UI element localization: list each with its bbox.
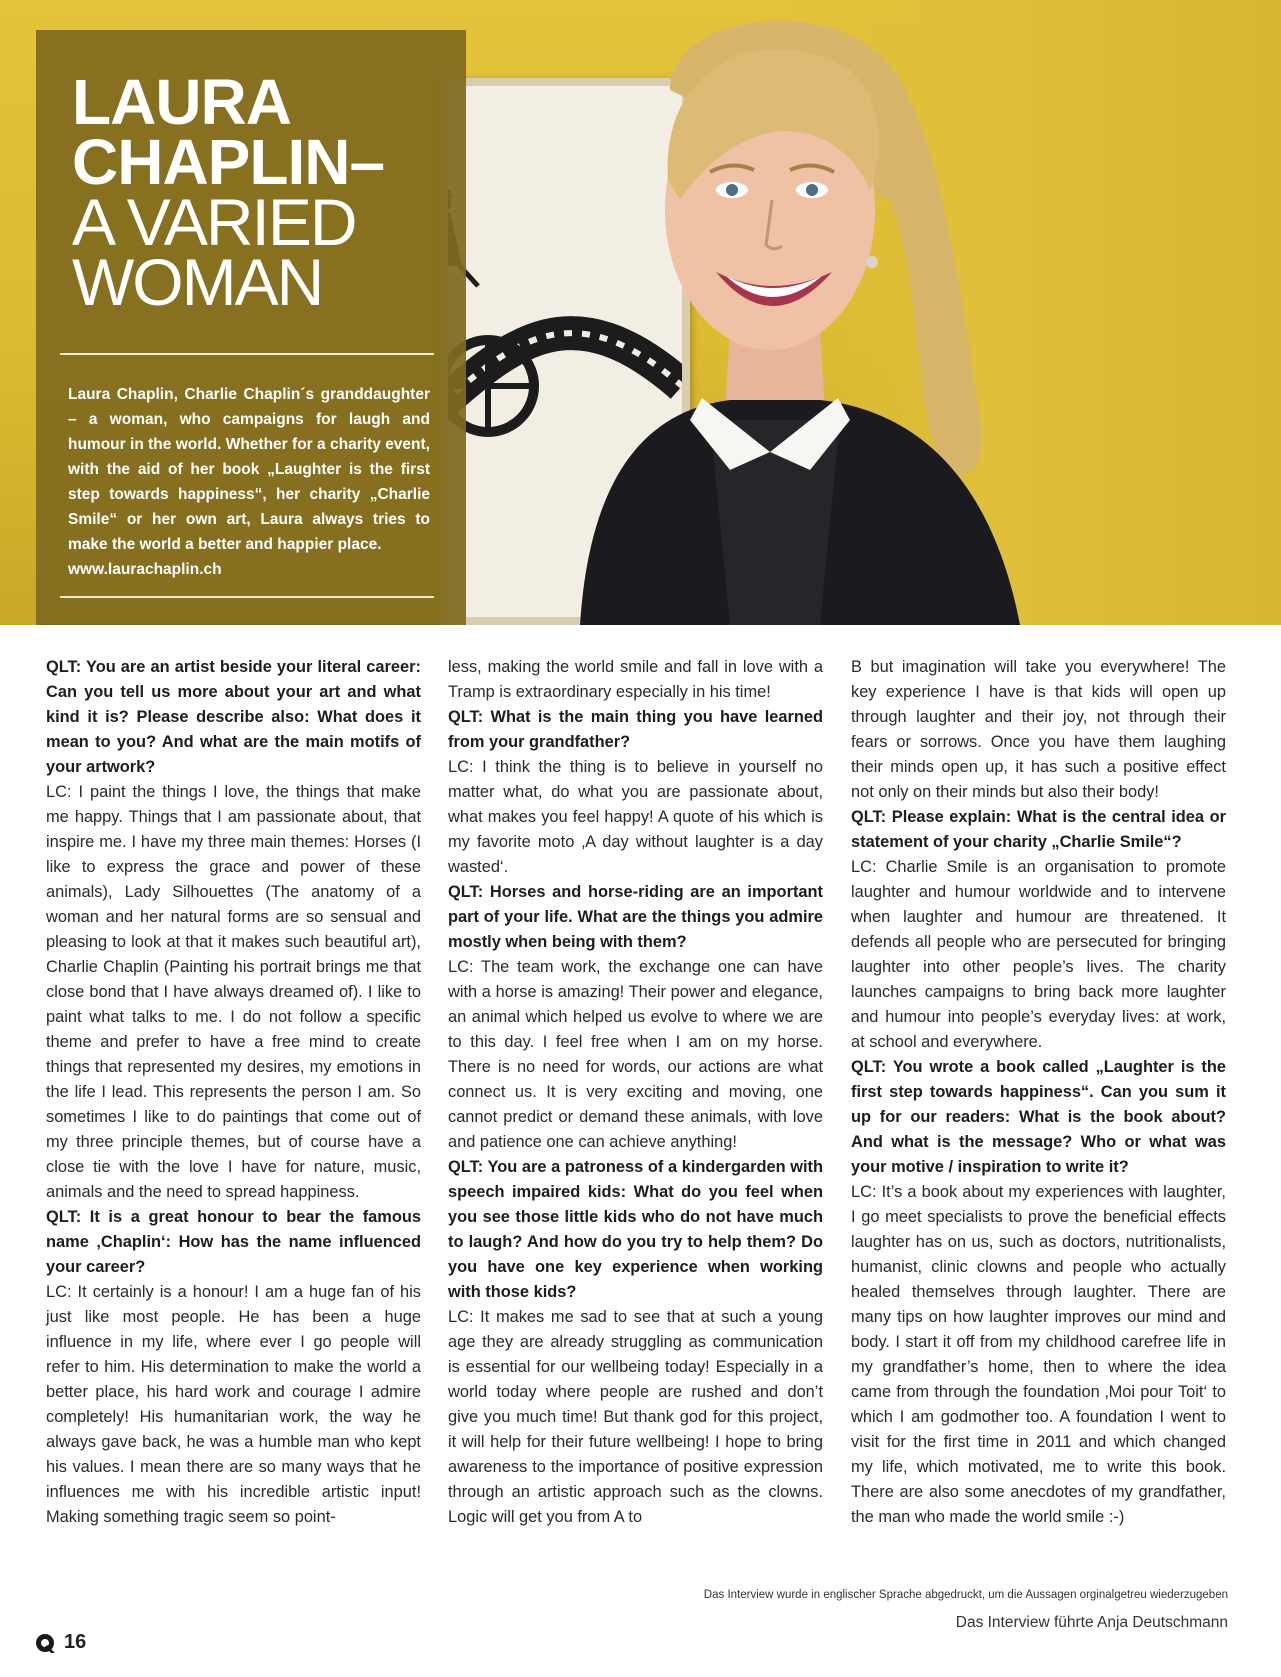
page-number: 16 <box>64 1631 87 1653</box>
website-link[interactable]: www.laurachaplin.ch <box>68 561 222 578</box>
question: QLT: You are a patroness of a kindergarden with speech impaired kids: What do you feel when you see those little kids who do not have much to laugh? And how do you try to help them? Do you have one key experience when working with those kids? <box>448 1158 823 1301</box>
q-logo-icon <box>34 1632 56 1654</box>
answer: LC: I paint the things I love, the things that make me happy. Things that I am passionate about, that inspire me. I have my three main themes: Horses (I like to express the grace and power of these animals), Lady Silhouettes (The anatomy of a woman and her natural forms are so sensual and pleasing to look at that it makes such beautiful art), Charlie Chaplin (Painting his portrait brings me that close bond that I have always dreamed of). I like to paint what talks to me. I do not follow a specific theme and prefer to have a free mind to create things that represented my desires, my emotions in the life I lead. This represents the person I am. So sometimes I like to do paintings that come out of my three principle themes, but of course have a close tie with the love I have for nature, music, animals and the need to spread happiness. <box>46 783 421 1201</box>
question: QLT: It is a great honour to bear the famous name ‚Chaplin‘: How has the name influenced your career? <box>46 1208 421 1276</box>
laura-chaplin-portrait <box>520 0 1281 625</box>
answer: LC: It certainly is a honour! I am a huge fan of his just like most people. He has been a huge influence in my life, where ever I go people will refer to him. His determination to make the world a better place, his hard work and courage I admire completely! His humanitarian work, the way he always gave back, he was a humble man who kept his values. I mean there are so many ways that he influences me with his incredible artistic input! Making something tragic seem so point- <box>46 1283 421 1526</box>
headline-line-1: LAURA <box>72 66 291 138</box>
title-box <box>36 30 466 625</box>
answer: LC: It makes me sad to see that at such a young age they are already struggling as communication is essential for our wellbeing today! Especially in a world today where people are rushed and don’t give you much time! But thank god for this project, it will help for their future wellbeing! I hope to bring awareness to the importance of positive expression through an artistic approach such as the clowns. Logic will get you from A to <box>448 1308 823 1526</box>
headline <box>72 66 385 319</box>
answer: LC: Charlie Smile is an organisation to promote laughter and humour worldwide and to intervene when laughter and humour are threatened. It defends all people who are persecuted for bringing laughter into other people’s lives. The charity launches campaigns to bring back more laughter and humour into people’s everyday lives: at work, at school and everywhere. <box>851 858 1226 1051</box>
translation-note: Das Interview wurde in englischer Sprache abgedruckt, um die Aussagen orginalgetreu wiederzugeben <box>703 1589 1228 1601</box>
interviewer-credit: Das Interview führte Anja Deutschmann <box>955 1614 1228 1631</box>
answer: B but imagination will take you everywhere! The key experience I have is that kids will open up through laughter and their joy, not through their fears or sorrows. Once you have them laughing their minds open up, it has such a positive effect not only on their minds but also their body! <box>851 658 1226 801</box>
answer: LC: It’s a book about my experiences with laughter, I go meet specialists to prove the beneficial effects laughter has on us, such as doctors, nutritionalists, humanist, clinic clowns and people who actually healed themselves through laughter. There are many tips on how laughter improves our mind and body. I start it off from my childhood carefree life in my grandfather’s home, then to where the idea came from through the foundation ‚Moi pour Toit‘ to which I am godmother too. A foundation I went to visit for the first time in 2011 and which changed my life, which motivated, me to write this book. There are also some anecdotes of my grandfather, the man who made the world smile :-) <box>851 1183 1226 1526</box>
interview-column-2 <box>448 655 823 1530</box>
headline-line-4: WOMAN <box>72 245 323 319</box>
question: QLT: You are an artist beside your literal career: Can you tell us more about your art and what kind it is? Please describe also: What does it mean to you? And what are the main motifs of your artwork? <box>46 658 421 776</box>
intro-paragraph: Laura Chaplin, Charlie Chaplin´s granddaughter – a woman, who campaigns for laugh and humour in the world. Whether for a charity event, with the aid of her book „Laughter is the first step towards happiness“, her charity „Charlie Smile“ or her own art, Laura always tries to make the world a better and happier place. <box>68 386 430 553</box>
question: QLT: Please explain: What is the central idea or statement of your charity „Charlie Smile“? <box>851 808 1226 851</box>
intro-text <box>68 382 430 582</box>
divider-top <box>60 353 434 355</box>
headline-line-3: A VARIED <box>72 185 356 259</box>
question: QLT: You wrote a book called „Laughter is the first step towards happiness“. Can you sum it up for our readers: What is the book about? And what is the message? Who or what was your motive / inspiration to write it? <box>851 1058 1226 1176</box>
answer: LC: The team work, the exchange one can have with a horse is amazing! Their power and elegance, an animal which helped us evolve to where we are to this day. I feel free when I am on my horse. There is no need for words, our actions are what connect us. It is very exciting and moving, one cannot predict or demand these animals, with love and patience one can achieve anything! <box>448 958 823 1151</box>
question: QLT: What is the main thing you have learned from your grandfather? <box>448 708 823 751</box>
divider-bottom <box>60 596 434 598</box>
answer: LC: I think the thing is to believe in yourself no matter what, do what you are passionate about, what makes you feel happy! A quote of his which is my favorite moto ‚A day without laughter is a day wasted‘. <box>448 758 823 876</box>
headline-line-2: CHAPLIN– <box>72 126 385 198</box>
question: QLT: Horses and horse-riding are an important part of your life. What are the things you admire mostly when being with them? <box>448 883 823 951</box>
answer: less, making the world smile and fall in love with a Tramp is extraordinary especially in his time! <box>448 658 823 701</box>
page-number-block <box>34 1631 86 1654</box>
interview-column-3 <box>851 655 1226 1530</box>
interview-column-1 <box>46 655 421 1530</box>
